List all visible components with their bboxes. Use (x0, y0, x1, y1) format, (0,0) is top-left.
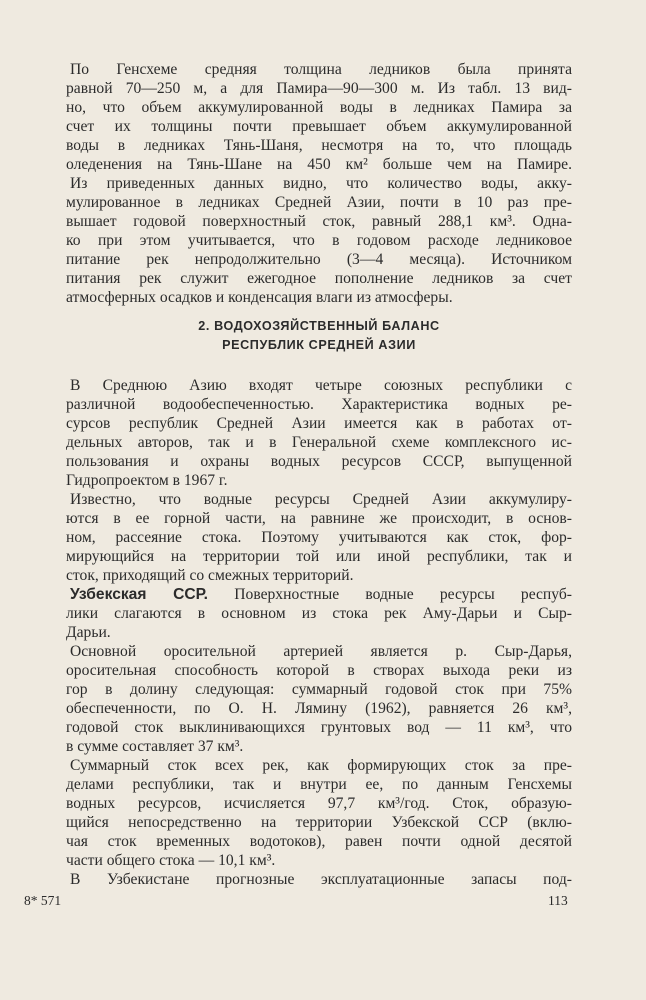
text-line: вышает годовой поверхностный сток, равный 288,1 км³. Одна- (66, 213, 572, 230)
text-line: части общего стока — 10,1 км³. (66, 852, 276, 869)
text-line: оледенения на Тянь-Шане на 450 км² больше чем на Памире. (66, 156, 572, 173)
text-line: Основной оросительной артерией является р. Сыр-Дарья, (70, 643, 572, 660)
section-title-line-2: РЕСПУБЛИК СРЕДНЕЙ АЗИИ (222, 338, 416, 352)
text-line: но, что объем аккумулированной воды в ледниках Памира за (66, 99, 572, 116)
text-line: атмосферных осадков и конденсация влаги из атмосферы. (66, 289, 453, 306)
text-line: мирующийся на территории той или иной республики, так и (66, 548, 572, 565)
text-line: сурсов республик Средней Азии имеется как в работах от- (66, 415, 572, 432)
text-line: обеспеченности, по О. Н. Лямину (1962), равняется 26 км³, (66, 700, 572, 717)
text-line: воды в ледниках Тянь-Шаня, несмотря на то, что площадь (66, 137, 572, 154)
text-line: Суммарный сток всех рек, как формирующих сток за пре- (70, 757, 572, 774)
text-line: гор в долину следующая: суммарный годовой сток при 75% (66, 681, 572, 698)
text-line: лики слагаются в основном из стока рек Аму-Дарьи и Сыр- (66, 605, 572, 622)
paragraph-block-1 (66, 60, 572, 307)
text-line: питание рек непродолжительно (3—4 месяца). Источником (66, 251, 572, 268)
page-number: 113 (548, 893, 568, 908)
text-line: счет их толщины почти превышает объем аккумулированной (66, 118, 572, 135)
text-line: В Среднюю Азию входят четыре союзных республики с (70, 377, 572, 394)
text-line: в сумме составляет 37 км³. (66, 738, 244, 755)
text-line: Гидропроектом в 1967 г. (66, 472, 228, 489)
text-line: оросительная способность которой в створах выхода реки из (66, 662, 572, 679)
text-line: Дарьи. (66, 624, 111, 641)
text-line: ются в ее горной части, на равнине же происходит, в основ- (66, 510, 572, 527)
text-line (66, 585, 572, 604)
uzbek-ssr-lead: Узбекская ССР. (70, 586, 209, 603)
text-line: В Узбекистане прогнозные эксплуатационные запасы под- (70, 871, 572, 888)
text-line: Из приведенных данных видно, что количество воды, акку- (70, 175, 572, 192)
text-line: сток, приходящий со смежных территорий. (66, 567, 354, 584)
section-title-line-1: 2. ВОДОХОЗЯЙСТВЕННЫЙ БАЛАНС (198, 319, 440, 333)
text-line: делами республики, так и внутри ее, по данным Генсхемы (66, 776, 572, 793)
section-heading (66, 317, 572, 355)
text-line: питания рек служит ежегодное пополнение ледников за счет (66, 270, 572, 287)
text-line: пользования и охраны водных ресурсов СССР, выпущенной (66, 453, 572, 470)
printer-signature: 8* 571 (24, 893, 62, 908)
text-line: годовой сток выклинивающихся грунтовых вод — 11 км³, что (66, 719, 572, 736)
text-line: Известно, что водные ресурсы Средней Азии аккумулиру- (70, 491, 572, 508)
paragraph-block-2 (66, 376, 572, 889)
text-line: По Генсхеме средняя толщина ледников была принята (70, 61, 572, 78)
text-line: равной 70—250 м, а для Памира—90—300 м. Из табл. 13 вид- (66, 80, 572, 97)
text-line: щийся непосредственно на территории Узбекской ССР (вклю- (66, 814, 572, 831)
text-line: водных ресурсов, исчисляется 97,7 км³/год. Сток, образую- (66, 795, 572, 812)
uzbek-ssr-rest: Поверхностные водные ресурсы респуб- (208, 586, 572, 603)
text-line: ко при этом учитывается, что в годовом расходе ледниковое (66, 232, 572, 249)
text-line: ном, рассеяние стока. Поэтому учитываются как сток, фор- (66, 529, 572, 546)
text-line: различной водообеспеченностью. Характеристика водных ре- (66, 396, 572, 413)
text-line: мулированное в ледниках Средней Азии, почти в 10 раз пре- (66, 194, 572, 211)
text-line: чая сток временных водотоков), равен почти одной десятой (66, 833, 572, 850)
text-line: дельных авторов, так и в Генеральной схеме комплексного ис- (66, 434, 572, 451)
